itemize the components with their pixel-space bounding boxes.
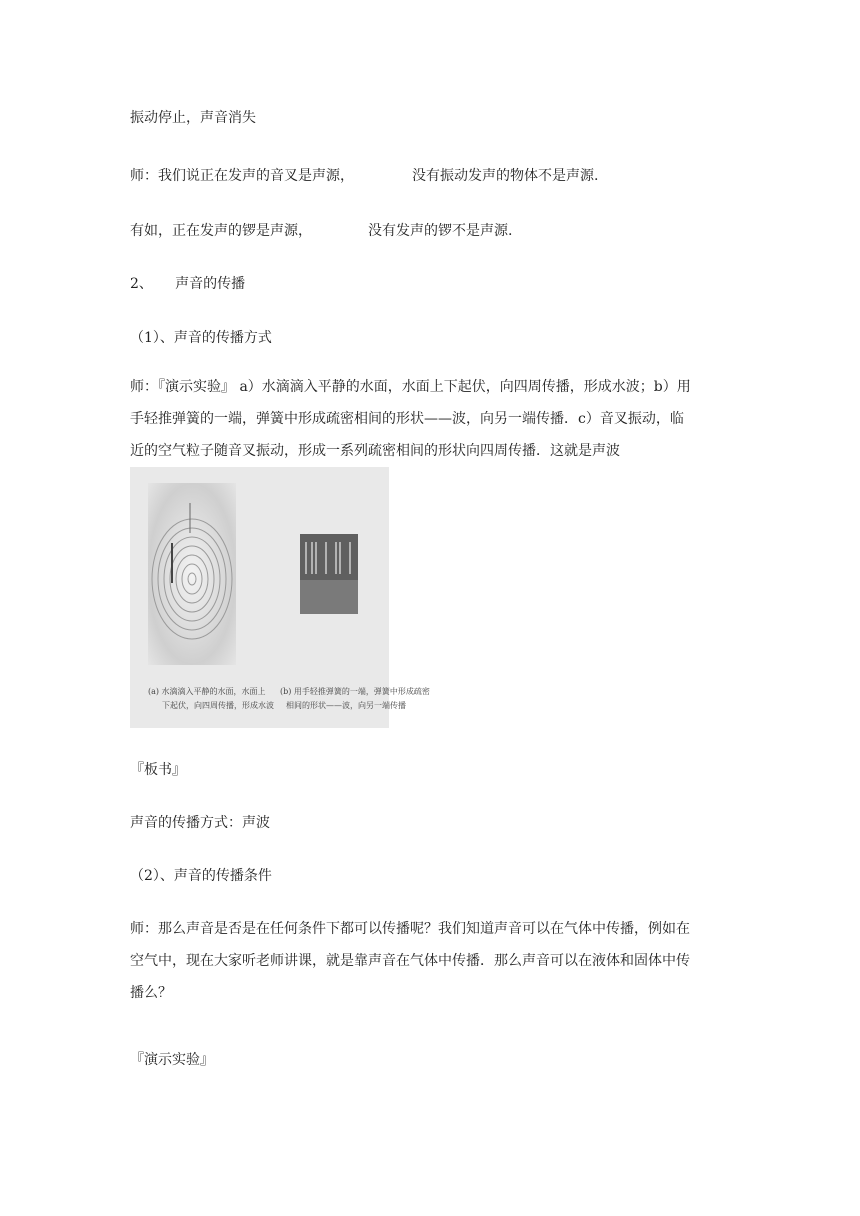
paragraph [130,919,730,1015]
caption-line: 相间的形状——波，向另一端传播 [286,701,406,710]
section-heading: 2、 声音的传播 [130,276,246,292]
paragraph-line: 空气中，现在大家听老师讲课，就是靠声音在气体中传播．那么声音可以在液体和固体中传 [130,953,690,969]
paragraph-line: 手轻推弹簧的一端，弹簧中形成疏密相间的形状——波，向另一端传播．c）音叉振动，临 [130,411,684,427]
subsection-heading: （1）、声音的传播方式 [130,330,272,346]
text-line: 『板书』 [130,762,186,778]
figure-caption-right [280,685,430,713]
text-line [130,221,512,241]
paragraph [130,377,730,473]
caption-line: (b) 用手轻推弹簧的一端，弹簧中形成疏密 [280,687,430,696]
figure-water-spring-waves [130,467,430,728]
text-line: 振动停止，声音消失 [130,110,256,126]
paragraph-line: 播么？ [130,985,172,1001]
caption-line: (a) 水滴滴入平静的水面，水面上 [148,687,266,696]
text-line: 『演示实验』 [130,1052,214,1068]
text-line [130,166,598,186]
text-line: 声音的传播方式：声波 [130,815,270,831]
paragraph-line: 师：那么声音是否是在任何条件下都可以传播呢？我们知道声音可以在气体中传播，例如在 [130,921,690,937]
text-segment: 没有发声的锣不是声源. [368,223,513,239]
spring-wave-image [300,534,358,614]
subsection-heading: （2）、声音的传播条件 [130,868,272,884]
text-segment: 没有振动发声的物体不是声源. [412,168,599,184]
paragraph-line: 近的空气粒子随音叉振动，形成一系列疏密相间的形状向四周传播．这就是声波 [130,443,620,459]
text-segment: 有如，正在发声的锣是声源， [130,223,312,239]
figure-caption-left [148,685,274,713]
text-segment: 师：我们说正在发声的音叉是声源， [130,168,354,184]
water-ripple-image [148,483,236,665]
paragraph-line: 师：『演示实验』 a）水滴滴入平静的水面，水面上下起伏，向四周传播，形成水波；b）用 [130,379,691,395]
caption-line: 下起伏，向四周传播，形成水波 [162,701,274,710]
